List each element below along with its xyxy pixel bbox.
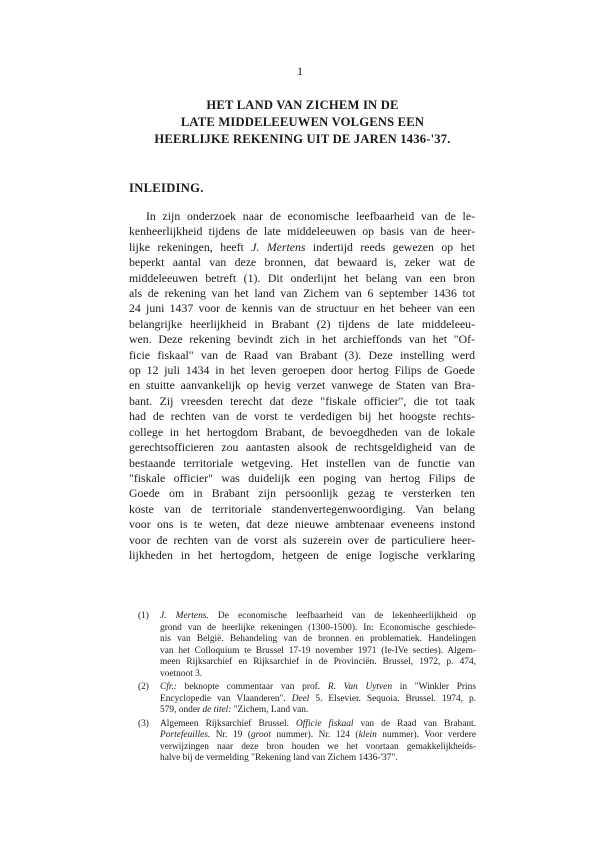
footnote-line: grond van de heerlijke rekeningen (1300-1500). In: Economische geschiede- xyxy=(160,622,476,633)
footnote-text-span: nummer). Nr. 124 ( xyxy=(270,730,359,741)
body-line: had de rechten van de vorst te verdedigen bij het hoogste rechts- xyxy=(129,409,475,424)
body-line: op 12 juli 1434 in het leven geroepen door hertog Filips de Goede xyxy=(129,363,475,378)
body-line: bestaande territoriale wetgeving. Het instellen van de functie van xyxy=(129,455,475,470)
footnote-text-span: in "Winkler Prins xyxy=(392,682,476,693)
footnote-text-span: 5. Elsevier. Sequoia. Brussel. 1974, p. xyxy=(309,693,476,704)
title-line: HET LAND VAN ZICHEM IN DE xyxy=(206,98,399,112)
body-text-span: lijke rekeningen, heeft xyxy=(129,239,252,254)
page-title xyxy=(130,97,475,148)
body-line: Goede om in Brabant zijn persoonlijk gezag te versterken ten xyxy=(129,486,475,501)
footnote-italic: Officie fiskaal xyxy=(295,718,354,729)
footnote-line xyxy=(160,694,476,706)
section-heading: INLEIDING. xyxy=(129,181,204,195)
body-line: als de rekening van het land van Zichem van 6 september 1436 tot xyxy=(129,286,475,301)
footnote-text-span: "Zichem, Land van. xyxy=(231,705,309,716)
footnote-line xyxy=(160,682,476,694)
body-line: middeleeuwen betreft (1). Dit onderlijnt het belang van een bron xyxy=(129,270,475,285)
footnote-italic: Cfr.: xyxy=(160,682,177,693)
footnote-italic: groot xyxy=(250,730,271,741)
body-line: belangrijke heerlijkheid in Brabant (2) tijdens de late middeleeu- xyxy=(129,316,475,331)
body-line: "fiskale officier" was duidelijk een poging van hertog Filips de xyxy=(129,470,475,485)
page-number: 1 xyxy=(297,64,303,78)
footnote-italic: klein xyxy=(358,730,377,741)
footnotes xyxy=(138,611,476,767)
footnote-italic: de titel: xyxy=(202,705,232,716)
footnote-1 xyxy=(138,611,476,681)
footnote-text-span: De economische leefbaarheid van de lekenheerlijkheid op xyxy=(208,611,476,621)
body-line: In zijn onderzoek naar de economische leefbaarheid van de le- xyxy=(146,209,475,223)
footnote-line: meen Rijksarchief en Rijksarchief in de Provinciën. Brussel, 1972, p. 474, xyxy=(160,657,476,668)
body-line: 24 juni 1437 voor de kennis van de structuur en het beheer van een xyxy=(129,301,475,316)
footnote-number: (1) xyxy=(138,611,149,621)
body-line: beperkt aantal van deze bronnen, dat bewaard is, zeker wat de xyxy=(129,255,475,270)
body-line: gerechtsofficieren zou aantasten alsook de rechtsgeldigheid van de xyxy=(129,440,475,455)
footnote-2 xyxy=(138,682,476,717)
body-line: voor ons is te weten, dat deze nieuwe ambtenaar eveneens instond xyxy=(129,517,475,532)
footnote-number: (2) xyxy=(138,682,149,693)
body-line: bant. Zij vreesden terecht dat deze "fiskale officier", die tot taak xyxy=(129,393,475,408)
body-line: voor de rechten van de vorst als suzerein over de particuliere heer- xyxy=(129,532,475,547)
author-name: R. Van Uytven xyxy=(327,682,393,693)
body-line: ficie fiskaal" van de Raad van Brabant (3). Deze instelling werd xyxy=(129,347,475,362)
footnote-italic: Portefeuilles. xyxy=(160,730,211,741)
footnote-3 xyxy=(138,719,476,765)
body-line xyxy=(129,240,475,255)
body-text-span: indertijd reeds gewezen op het xyxy=(305,239,476,254)
author-name: J. Mertens xyxy=(251,239,306,254)
footnote-line: van het Colloquium te Brussel 17-19 november 1971 (Ie-IVe secties). Algem- xyxy=(160,645,476,656)
body-line: lijkheden in het hertogdom, hetgeen de enige logische verklaring xyxy=(129,547,475,562)
title-line: LATE MIDDELEEUWEN VOLGENS EEN xyxy=(180,115,425,129)
footnote-number: (3) xyxy=(138,718,149,729)
title-line: HEERLIJKE REKENING UIT DE JAREN 1436-'37. xyxy=(154,132,451,146)
footnote-line xyxy=(160,719,476,731)
body-line: kenheerlijkheid tijdens de late middeleeuwen op basis van de heer- xyxy=(129,224,475,239)
body-text xyxy=(129,209,475,563)
footnote-text-span: van de Raad van Brabant. xyxy=(353,718,476,729)
footnote-line xyxy=(160,611,476,623)
footnote-text-span: nummer). Voor verdere xyxy=(376,730,476,741)
footnote-line xyxy=(160,705,476,717)
body-line: koste van de territoriale standenvertegenwoordiging. Van belang xyxy=(129,501,475,516)
footnote-line xyxy=(160,730,476,742)
author-name: J. Mertens. xyxy=(160,611,209,621)
footnote-italic: Deel xyxy=(291,693,310,704)
footnote-text-span: Algemeen Rijksarchief Brussel. xyxy=(160,718,296,729)
footnote-line: verwijzingen naar deze bron houden we het voortaan gemakkelijkheids- xyxy=(160,741,476,752)
body-line: college in het hertogdom Brabant, de bevoegdheden van de lokale xyxy=(129,424,475,439)
footnote-text-span: Nr. 19 ( xyxy=(210,730,251,741)
footnote-line: halve bij de vermelding "Rekening land van Zichem 1436-'37". xyxy=(160,753,398,764)
footnote-text-span: beknopte commentaar van prof. xyxy=(176,682,328,693)
body-line: en stuitte aanvankelijk op hevig verzet vanwege de Staten van Bra- xyxy=(129,378,475,393)
body-line: wen. Deze rekening bevindt zich in het archieffonds van het "Of- xyxy=(129,332,475,347)
footnote-text-span: Encyclopedie van Vlaanderen". xyxy=(160,693,292,704)
footnote-text-span: 579, onder xyxy=(160,705,203,716)
footnote-line: voetnoot 3. xyxy=(160,668,203,679)
footnote-line: nis van België. Behandeling van de bronnen en problematiek. Handelingen xyxy=(160,634,476,645)
